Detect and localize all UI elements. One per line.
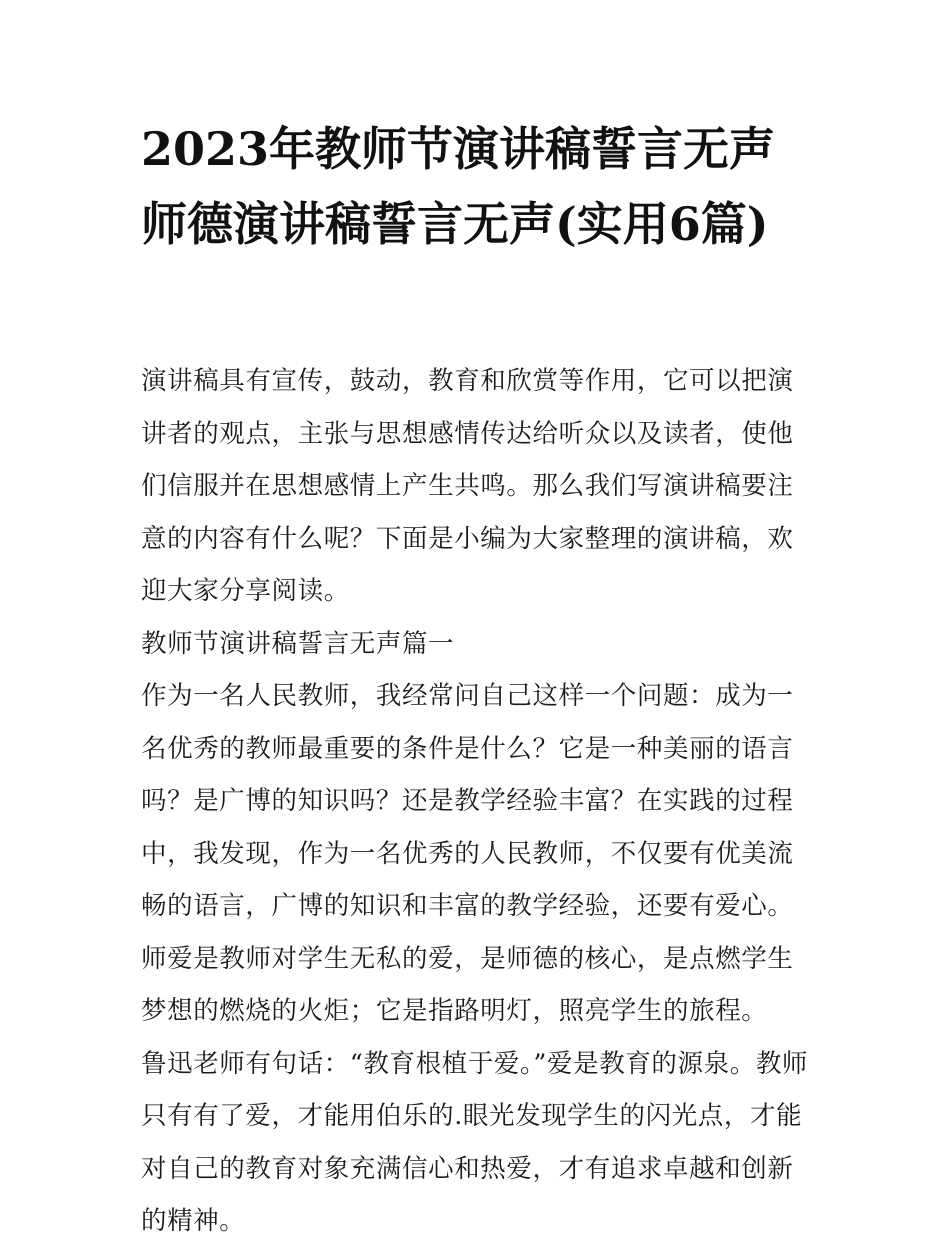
- section-heading: 教师节演讲稿誓言无声篇一: [141, 628, 455, 659]
- document-body: [141, 355, 816, 1248]
- body-paragraph: 师爱是教师对学生无私的爱，是师德的核心，是点燃学生梦想的燃烧的火炬；它是指路明灯，照亮学生的旅程。: [141, 943, 794, 1026]
- body-paragraph: 鲁迅老师有句话：“教育根植于爱。”爱是教育的源泉。教师只有有了爱，才能用伯乐的.眼光发现学生的闪光点，才能对自己的教育对象充满信心和热爱，才有追求卓越和创新的精神。: [141, 1048, 809, 1236]
- body-paragraph: 作为一名人民教师，我经常问自己这样一个问题：成为一名优秀的教师最重要的条件是什么？它是一种美丽的语言吗？是广博的知识吗？还是教学经验丰富？在实践的过程中，我发现，作为一名优秀的人民教师，不仅要有优美流畅的语言，广博的知识和丰富的教学经验，还要有爱心。: [141, 681, 794, 921]
- intro-paragraph: 演讲稿具有宣传，鼓动，教育和欣赏等作用，它可以把演讲者的观点，主张与思想感情传达给听众以及读者，使他们信服并在思想感情上产生共鸣。那么我们写演讲稿要注意的内容有什么呢？下面是小编为大家整理的演讲稿，欢迎大家分享阅读。: [141, 366, 794, 606]
- document-title: 2023年教师节演讲稿誓言无声师德演讲稿誓言无声(实用6篇): [141, 122, 776, 251]
